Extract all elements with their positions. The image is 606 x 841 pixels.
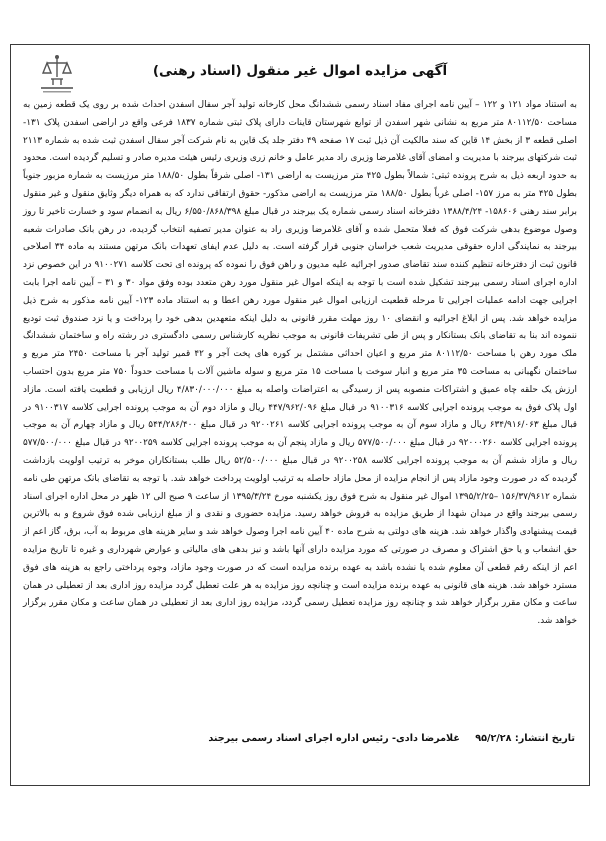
notice-title: آگهی مزایده اموال غیر منقول (اسناد رهنی) — [152, 63, 448, 79]
notice-footer — [196, 733, 575, 744]
notice-frame — [10, 44, 590, 786]
signatory: غلامرضا دادی- رئیس اداره اجرای اسناد رسمی بیرجند — [208, 733, 460, 744]
publication-date: تاریخ انتشار: ۹۵/۲/۲۸ — [475, 733, 575, 744]
notice-body: به استناد مواد ۱۲۱ و ۱۲۲ – آیین نامه اجرای مفاد اسناد رسمی ششدانگ محل کارخانه تولید آجر سفال اسفدن احداث شده بر روی یک قطعه زمین به مساحت ۸۰۱۱۲/۵۰ متر مربع به نشانی شهر اسفدن از توابع شهرستان قاینات دارای پلاک ثبتی شماره ۱۸۳۷ فرعی واقع در اراضی اسفدن پلاک ۱۳۱- اصلی قطعه ۳ از بخش ۱۴ قاین که سند مالکیت آن ذیل ثبت ۱۷ صفحه ۴۹ دفتر جلد یک قاین به نام شرکت آجر سفال اسفدن ثبت شده به شماره ۲۱۱۳ ثبت شرکتهای بیرجند با مدیریت و امضای آقای غلامرضا وزیری راد مدیر عامل و خانم زری وزیری رئیس هیئت مدیره صادر و تسلیم گردیده است. محدود به حدود اربعه ذیل به شرح پرونده ثبتی: شمالاً بطول ۴۲۵ متر مرزیست به اراضی ۱۳۱- اصلی شرقاً بطول ۱۸۸/۵۰ متر مرزیست به شماره مزبور جنوباً بطول ۴۲۵ متر به مرز ۱۵۷- اصلی غرباً بطول ۱۸۸/۵۰ متر مرزیست به اراضی مذکور- حقوق ارتفاقی ندارد که به همراه دیگر وثایق منقول و غیر منقول برابر سند رهنی ۱۵۸۶۰۶- ۱۳۸۸/۴/۲۴ دفترخانه اسناد رسمی شماره یک بیرجند در قبال مبلغ ۶/۵۵۰/۸۶۸/۳۹۸ ریال به انضمام سود و خسارت تاخیر تا روز وصول موضوع بدهی شرکت فوق که فعلا متحمل شده و آقای غلامرضا وزیری راد به عنوان مدیر تصفیه انتخاب گردیده، در رهن بانک صادرات شعبه بیرجند به نمایندگی اداره حقوقی مدیریت شعب خراسان جنوبی قرار گرفته است. به دلیل عدم ایفای تعهدات بانک مرتهن مستند به ماده ۳۴ اصلاحی قانون ثبت از دفترخانه تنظیم کننده سند تقاضای صدور اجرائیه علیه مدیون و راهن فوق را نموده که پرونده ای تحت کلاسه ۹۱۰۰۲۷۱ در این خصوص نزد اداره اجرای اسناد رسمی بیرجند تشکیل شده است با توجه به اینکه اموال غیر منقول مورد رهن متعدد بوده وفق مواد ۳۰ و ۳۱ – آیین نامه اجرا بابت اجرایی جهت ادامه عملیات اجرایی تا مرحله قطعیت ارزیابی اموال غیر منقول مورد رهن اعطا و به استناد ماده ۱۲۳- آیین نامه مذکور به شرح ذیل مزایده خواهد شد. پس از ابلاغ اجرائیه و انقضای ۱۰ روز مهلت مقرر قانونی به دلیل اینکه متعهدین بدهی خود را پرداخت و یا نزد صندوق ثبت تودیع ننموده اند بنا به تقاضای بانک بستانکار و پس از طی تشریفات قانونی به موجب نظریه کارشناس رسمی دادگستری در رشته راه و ساختمان ششدانگ ملک مورد رهن با مساحت ۸۰۱۱۲/۵۰ متر مربع و اعیان احداثی مشتمل بر کوره های پخت آجر و ۴۲ قمیر تولید آجر با مساحت ۲۴۵۰ متر مربع و ساختمان نگهبانی به مساحت ۳۵ متر مربع و انبار سوخت با مساحت ۱۵ متر مربع و سوله ماشین آلات با مساحت حدوداً ۷۵۰ متر مربع بدون احتساب ارزش یک حلقه چاه عمیق و اشتراکات منصوبه پس از رسیدگی به اعتراضات واصله به مبلغ ۴/۸۳۰/۰۰۰/۰۰۰ ریال ارزیابی و قطعیت یافته است. مازاد اول پلاک فوق به موجب پرونده اجرایی کلاسه ۹۱۰۰۳۱۶ در قبال مبلغ ۴۴۷/۹۶۲/۰۹۶ ریال و مازاد دوم آن به موجب پرونده اجرایی کلاسه ۹۱۰۰۳۱۷ در قبال مبلغ ۶۳۴/۹۱۶/۰۶۳ ریال و مازاد سوم آن به موجب پرونده اجرایی کلاسه ۹۲۰۰۲۶۱ در قبال مبلغ ۵۴۴/۲۸۶/۴۰۰ ریال و مازاد چهارم آن به موجب پرونده اجرایی کلاسه ۹۲۰۰۰۲۶۰ در قبال مبلغ ۵۷۷/۵۰۰/۰۰۰ ریال و مازاد پنجم آن به موجب پرونده اجرایی کلاسه ۹۲۰۰۲۵۹ در قبال مبلغ ۵۷۷/۵۰۰/۰۰۰ ریال و مازاد ششم آن به موجب پرونده اجرایی کلاسه ۹۲۰۰۲۵۸ در قبال مبلغ ۵۲/۵۰۰/۰۰۰ ریال طلب بستانکاران موخر به ترتیب اولویت بازداشت گردیده که در صورت وجود مازاد پس از انجام مزایده از محل مازاد حاصله به ترتیب اولویت پرداخت خواهد شد. با توجه به تقاضای بانک مرتهن طی نامه شماره ۱۵۶/۳۷/۹۶۱۲ –۱۳۹۵/۲/۲۵ اموال غیر منقول به شرح فوق روز یکشنبه مورخ ۱۳۹۵/۳/۲۴ از ساعت ۹ صبح الی ۱۲ ظهر در محل اداره اجرای اسناد رسمی بیرجند واقع در میدان شهدا از طریق مزایده به فروش خواهد رسید. مزایده حضوری و نقدی و از مبلغ ارزیابی شده فوق شروع و به بالاترین قیمت پیشنهادی واگذار خواهد شد. هزینه های دولتی به شرح ماده ۴۰ آیین نامه اجرا وصول خواهد شد و سایر هزینه های مربوط به آب، برق، گاز اعم از حق انشعاب و یا حق اشتراک و مصرف در صورتی که مورد مزایده دارای آنها باشد و نیز بدهی های مالیاتی و عوارض شهرداری و غیره تا تاریخ مزایده اعم از اینکه رقم قطعی آن معلوم شده یا نشده باشد به عهده برنده مزایده است که در صورت وجود مازاد، وجوه پرداختی راجع به هزینه های فوق مسترد خواهد شد. هزینه های قانونی به عهده برنده مزایده است و چنانچه روز مزایده به هر علت تعطیل گردد مزایده روز اداری بعد از تعطیلی در همان ساعت و مکان مقرر برگزار خواهد شد و چنانچه روز مزایده تعطیل رسمی گردد، مزایده روز اداری بعد از تعطیلی در همان ساعت و مکان مقرر برگزار خواهد شد. — [23, 100, 578, 627]
judiciary-emblem-icon — [33, 53, 81, 97]
